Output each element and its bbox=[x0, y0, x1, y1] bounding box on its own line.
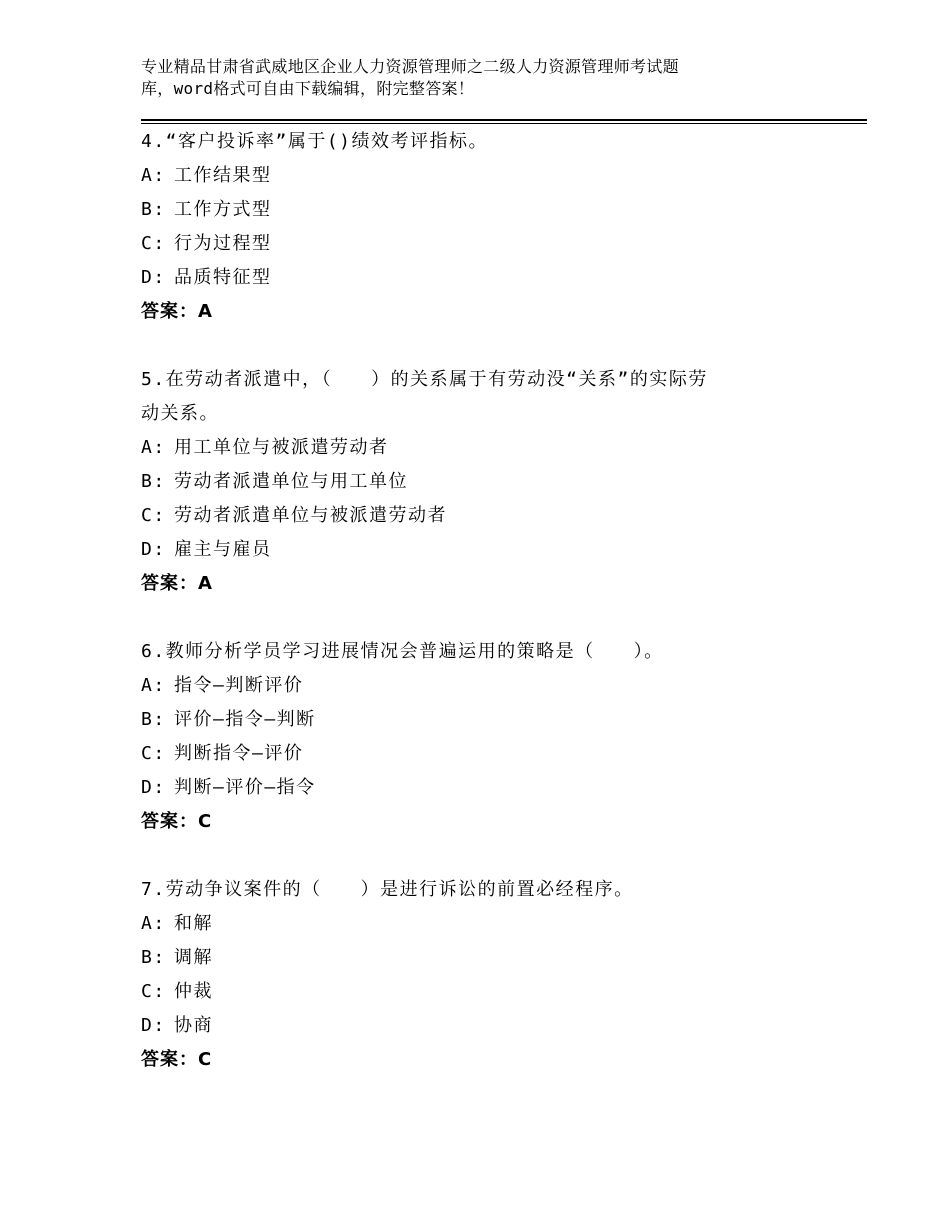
option-text: 工作结果型 bbox=[174, 165, 272, 186]
header-divider bbox=[141, 119, 867, 121]
option-key: D: bbox=[141, 1015, 166, 1036]
answer-option bbox=[141, 941, 867, 975]
option-key: A: bbox=[141, 437, 166, 458]
option-text: 判断—评价—指令 bbox=[174, 777, 316, 798]
option-key: A: bbox=[141, 165, 166, 186]
option-text: 品质特征型 bbox=[174, 267, 272, 288]
answer-option bbox=[141, 771, 867, 805]
answer-option bbox=[141, 669, 867, 703]
option-key: A: bbox=[141, 675, 166, 696]
answer-option bbox=[141, 907, 867, 941]
question-stem: 4.“客户投诉率”属于()绩效考评指标。 bbox=[141, 131, 489, 152]
option-text: 调解 bbox=[174, 947, 213, 968]
option-key: B: bbox=[141, 471, 166, 492]
question-stem: 动关系。 bbox=[141, 403, 219, 424]
option-key: D: bbox=[141, 777, 166, 798]
document-header bbox=[141, 56, 867, 100]
option-text: 工作方式型 bbox=[174, 199, 272, 220]
document-page bbox=[141, 56, 867, 1077]
answer-option bbox=[141, 193, 867, 227]
answer-option bbox=[141, 975, 867, 1009]
option-text: 指令—判断评价 bbox=[174, 675, 304, 696]
question-item bbox=[141, 873, 867, 1077]
answer-label: 答案：C bbox=[141, 811, 213, 832]
option-key: B: bbox=[141, 947, 166, 968]
option-key: B: bbox=[141, 199, 166, 220]
question-item bbox=[141, 635, 867, 839]
option-key: C: bbox=[141, 505, 166, 526]
option-text: 仲裁 bbox=[174, 981, 213, 1002]
question-item bbox=[141, 363, 867, 601]
option-text: 评价—指令—判断 bbox=[174, 709, 316, 730]
answer-option bbox=[141, 431, 867, 465]
option-text: 劳动者派遣单位与被派遣劳动者 bbox=[174, 505, 447, 526]
question-stem: 6.教师分析学员学习进展情况会普遍运用的策略是（ ）。 bbox=[141, 641, 664, 662]
option-key: A: bbox=[141, 913, 166, 934]
answer-option bbox=[141, 533, 867, 567]
option-key: B: bbox=[141, 709, 166, 730]
question-item bbox=[141, 125, 867, 329]
answer-label: 答案：C bbox=[141, 1049, 213, 1070]
question-list bbox=[141, 125, 867, 1077]
answer-option bbox=[141, 227, 867, 261]
answer-option bbox=[141, 159, 867, 193]
option-text: 和解 bbox=[174, 913, 213, 934]
answer-option bbox=[141, 737, 867, 771]
question-stem: 7.劳动争议案件的（ ）是进行诉讼的前置必经程序。 bbox=[141, 879, 634, 900]
option-key: C: bbox=[141, 743, 166, 764]
option-text: 判断指令—评价 bbox=[174, 743, 304, 764]
option-text: 劳动者派遣单位与用工单位 bbox=[174, 471, 408, 492]
header-title-line-2: 库，word格式可自由下载编辑，附完整答案！ bbox=[141, 79, 475, 98]
option-key: C: bbox=[141, 233, 166, 254]
option-text: 行为过程型 bbox=[174, 233, 272, 254]
option-key: D: bbox=[141, 267, 166, 288]
option-text: 协商 bbox=[174, 1015, 213, 1036]
option-text: 用工单位与被派遣劳动者 bbox=[174, 437, 389, 458]
answer-option bbox=[141, 499, 867, 533]
answer-option bbox=[141, 1009, 867, 1043]
option-key: C: bbox=[141, 981, 166, 1002]
answer-option bbox=[141, 703, 867, 737]
option-key: D: bbox=[141, 539, 166, 560]
question-stem: 5.在劳动者派遣中，（ ）的关系属于有劳动没“关系”的实际劳 bbox=[141, 369, 708, 390]
answer-option bbox=[141, 261, 867, 295]
answer-label: 答案：A bbox=[141, 573, 213, 594]
answer-label: 答案：A bbox=[141, 301, 213, 322]
option-text: 雇主与雇员 bbox=[174, 539, 272, 560]
answer-option bbox=[141, 465, 867, 499]
header-title-line-1: 专业精品甘肃省武威地区企业人力资源管理师之二级人力资源管理师考试题 bbox=[141, 57, 679, 76]
